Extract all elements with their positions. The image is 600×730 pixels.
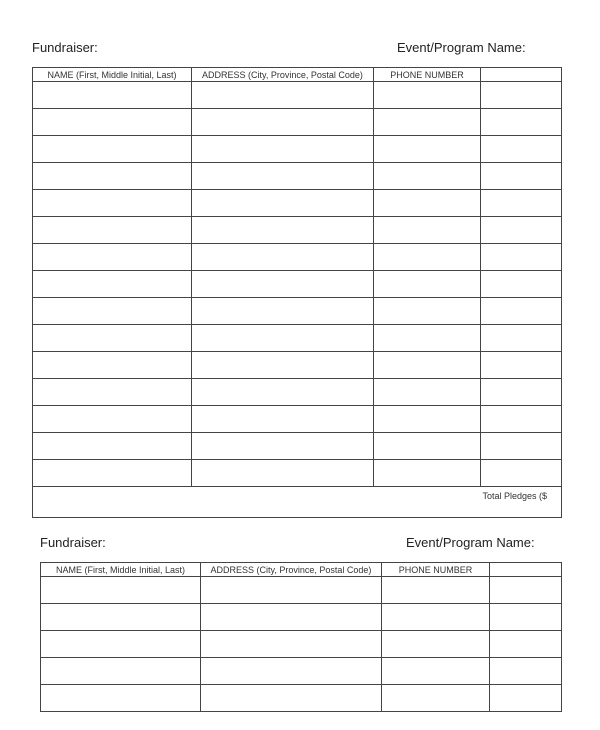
pledge-cell[interactable] <box>481 190 562 217</box>
pledge-cell[interactable] <box>490 604 562 631</box>
pledge-table-1 <box>32 67 562 518</box>
table-row <box>33 163 562 190</box>
pledge-cell[interactable] <box>481 82 562 109</box>
table-row <box>33 82 562 109</box>
column-header-address: ADDRESS (City, Province, Postal Code) <box>201 563 382 577</box>
name-cell[interactable] <box>33 190 192 217</box>
table-body <box>41 577 562 712</box>
table-body <box>33 82 562 487</box>
phone-cell[interactable] <box>374 271 481 298</box>
name-cell[interactable] <box>33 271 192 298</box>
name-cell[interactable] <box>33 379 192 406</box>
phone-cell[interactable] <box>374 352 481 379</box>
phone-cell[interactable] <box>382 685 490 712</box>
table-row <box>41 604 562 631</box>
pledge-cell[interactable] <box>490 685 562 712</box>
address-cell[interactable] <box>192 298 374 325</box>
event-program-label: Event/Program Name: <box>406 535 535 550</box>
address-cell[interactable] <box>201 577 382 604</box>
phone-cell[interactable] <box>382 631 490 658</box>
column-header-pledge <box>481 68 562 82</box>
total-pledges-label: Total Pledges ($ <box>33 487 562 518</box>
name-cell[interactable] <box>33 406 192 433</box>
name-cell[interactable] <box>33 163 192 190</box>
event-program-label: Event/Program Name: <box>397 40 526 55</box>
table-row <box>33 433 562 460</box>
address-cell[interactable] <box>192 190 374 217</box>
column-header-phone: PHONE NUMBER <box>374 68 481 82</box>
pledge-cell[interactable] <box>481 163 562 190</box>
name-cell[interactable] <box>41 631 201 658</box>
name-cell[interactable] <box>33 244 192 271</box>
address-cell[interactable] <box>192 271 374 298</box>
phone-cell[interactable] <box>374 109 481 136</box>
address-cell[interactable] <box>192 433 374 460</box>
address-cell[interactable] <box>201 631 382 658</box>
pledge-cell[interactable] <box>481 325 562 352</box>
pledge-cell[interactable] <box>490 577 562 604</box>
column-header-pledge <box>490 563 562 577</box>
table-row <box>33 136 562 163</box>
column-header-name: NAME (First, Middle Initial, Last) <box>41 563 201 577</box>
pledge-cell[interactable] <box>481 433 562 460</box>
phone-cell[interactable] <box>374 406 481 433</box>
table-row <box>33 298 562 325</box>
name-cell[interactable] <box>41 604 201 631</box>
name-cell[interactable] <box>33 352 192 379</box>
table-row <box>33 352 562 379</box>
column-header-phone: PHONE NUMBER <box>382 563 490 577</box>
name-cell[interactable] <box>33 109 192 136</box>
pledge-table-2 <box>40 562 562 712</box>
address-cell[interactable] <box>192 460 374 487</box>
pledge-cell[interactable] <box>481 244 562 271</box>
table-row <box>33 217 562 244</box>
pledge-cell[interactable] <box>481 271 562 298</box>
pledge-cell[interactable] <box>481 460 562 487</box>
name-cell[interactable] <box>41 577 201 604</box>
phone-cell[interactable] <box>374 433 481 460</box>
table-row <box>41 577 562 604</box>
phone-cell[interactable] <box>374 82 481 109</box>
pledge-cell[interactable] <box>481 379 562 406</box>
address-cell[interactable] <box>192 406 374 433</box>
pledge-cell[interactable] <box>481 352 562 379</box>
address-cell[interactable] <box>192 244 374 271</box>
name-cell[interactable] <box>33 82 192 109</box>
name-cell[interactable] <box>33 433 192 460</box>
table-row <box>41 658 562 685</box>
phone-cell[interactable] <box>382 604 490 631</box>
table-row <box>33 109 562 136</box>
name-cell[interactable] <box>41 658 201 685</box>
phone-cell[interactable] <box>374 379 481 406</box>
address-cell[interactable] <box>201 685 382 712</box>
name-cell[interactable] <box>33 460 192 487</box>
pledge-cell[interactable] <box>481 406 562 433</box>
phone-cell[interactable] <box>374 190 481 217</box>
table-row <box>33 379 562 406</box>
fundraiser-label: Fundraiser: <box>32 40 98 55</box>
address-cell[interactable] <box>192 82 374 109</box>
address-cell[interactable] <box>201 604 382 631</box>
pledge-cell[interactable] <box>481 136 562 163</box>
address-cell[interactable] <box>201 658 382 685</box>
column-header-address: ADDRESS (City, Province, Postal Code) <box>192 68 374 82</box>
name-cell[interactable] <box>33 325 192 352</box>
name-cell[interactable] <box>33 217 192 244</box>
name-cell[interactable] <box>41 685 201 712</box>
table-row <box>33 325 562 352</box>
pledge-cell[interactable] <box>490 658 562 685</box>
name-cell[interactable] <box>33 136 192 163</box>
address-cell[interactable] <box>192 109 374 136</box>
table-row <box>33 190 562 217</box>
table-row <box>33 271 562 298</box>
table-row <box>41 685 562 712</box>
pledge-cell[interactable] <box>481 109 562 136</box>
pledge-cell[interactable] <box>490 631 562 658</box>
phone-cell[interactable] <box>374 136 481 163</box>
phone-cell[interactable] <box>374 244 481 271</box>
phone-cell[interactable] <box>374 460 481 487</box>
address-cell[interactable] <box>192 136 374 163</box>
name-cell[interactable] <box>33 298 192 325</box>
fundraiser-label: Fundraiser: <box>40 535 106 550</box>
table-row <box>41 631 562 658</box>
total-row <box>33 487 562 518</box>
phone-cell[interactable] <box>374 298 481 325</box>
table-row <box>33 460 562 487</box>
table-header-row <box>33 68 562 82</box>
phone-cell[interactable] <box>382 658 490 685</box>
pledge-cell[interactable] <box>481 298 562 325</box>
table-header-row <box>41 563 562 577</box>
address-cell[interactable] <box>192 325 374 352</box>
column-header-name: NAME (First, Middle Initial, Last) <box>33 68 192 82</box>
phone-cell[interactable] <box>374 163 481 190</box>
phone-cell[interactable] <box>382 577 490 604</box>
address-cell[interactable] <box>192 217 374 244</box>
phone-cell[interactable] <box>374 325 481 352</box>
pledge-cell[interactable] <box>481 217 562 244</box>
phone-cell[interactable] <box>374 217 481 244</box>
table-row <box>33 244 562 271</box>
address-cell[interactable] <box>192 352 374 379</box>
table-row <box>33 406 562 433</box>
address-cell[interactable] <box>192 379 374 406</box>
address-cell[interactable] <box>192 163 374 190</box>
